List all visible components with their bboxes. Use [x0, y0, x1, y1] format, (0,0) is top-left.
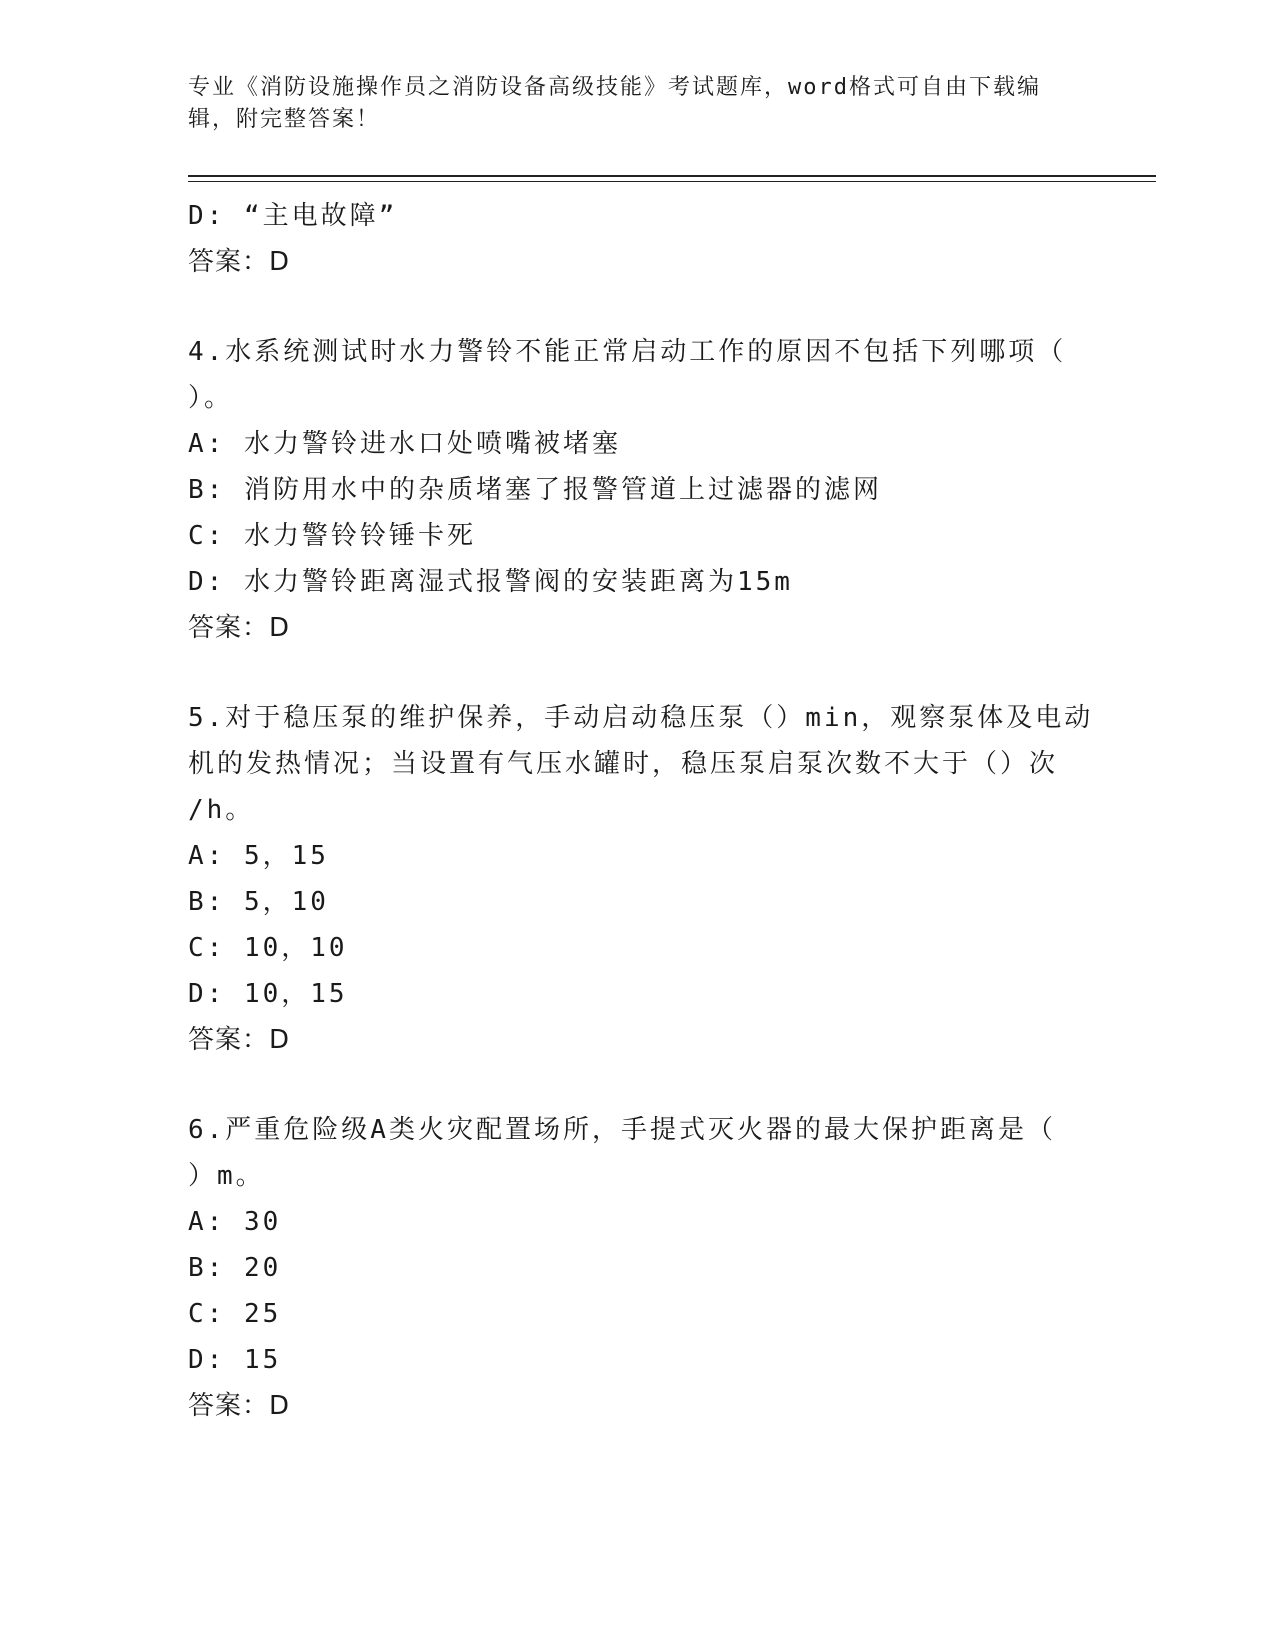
header-divider-thin — [188, 181, 1156, 182]
spacer — [188, 285, 1088, 329]
option-a: A: 5，15 — [188, 841, 329, 871]
question-stem: 6.严重危险级A类火灾配置场所，手提式灭火器的最大保护距离是（ — [188, 1115, 1056, 1145]
option-c: C: 25 — [188, 1299, 282, 1329]
question-stem: ）。 — [188, 383, 234, 413]
option-c: C: 水力警铃铃锤卡死 — [188, 521, 476, 551]
question-stem: ）m。 — [188, 1161, 265, 1191]
option-a: A: 30 — [188, 1207, 282, 1237]
option-d: D: 水力警铃距离湿式报警阀的安装距离为15m — [188, 567, 793, 597]
question-5 — [188, 695, 1094, 1063]
option-c: C: 10，10 — [188, 933, 348, 963]
option-b: B: 20 — [188, 1253, 282, 1283]
question-list — [188, 193, 1094, 1429]
spacer — [188, 1063, 1088, 1107]
answer: 答案：D — [188, 1391, 291, 1421]
question-stem: 机的发热情况；当设置有气压水罐时，稳压泵启泵次数不大于（）次 — [188, 749, 1059, 779]
option-d: D: 15 — [188, 1345, 282, 1375]
option-a: A: 水力警铃进水口处喷嘴被堵塞 — [188, 429, 621, 459]
option-b: B: 5，10 — [188, 887, 329, 917]
prev-option-d: D: “主电故障” — [188, 201, 398, 231]
answer: 答案：D — [188, 613, 291, 643]
answer: 答案：D — [188, 1025, 291, 1055]
prev-answer: 答案：D — [188, 247, 291, 277]
question-6 — [188, 1107, 1088, 1429]
spacer — [188, 651, 1088, 695]
option-b: B: 消防用水中的杂质堵塞了报警管道上过滤器的滤网 — [188, 475, 882, 505]
header-line-2: 辑，附完整答案！ — [188, 107, 381, 132]
question-stem: /h。 — [188, 795, 255, 825]
header-line-1: 专业《消防设施操作员之消防设备高级技能》考试题库，word格式可自由下载编 — [188, 75, 1041, 100]
document-header — [188, 72, 1068, 136]
question-stem: 5.对于稳压泵的维护保养，手动启动稳压泵（）min，观察泵体及电动 — [188, 703, 1094, 733]
option-d: D: 10，15 — [188, 979, 348, 1009]
header-divider-thick — [188, 175, 1156, 177]
question-stem: 4.水系统测试时水力警铃不能正常启动工作的原因不包括下列哪项（ — [188, 337, 1067, 367]
question-4 — [188, 329, 1088, 651]
